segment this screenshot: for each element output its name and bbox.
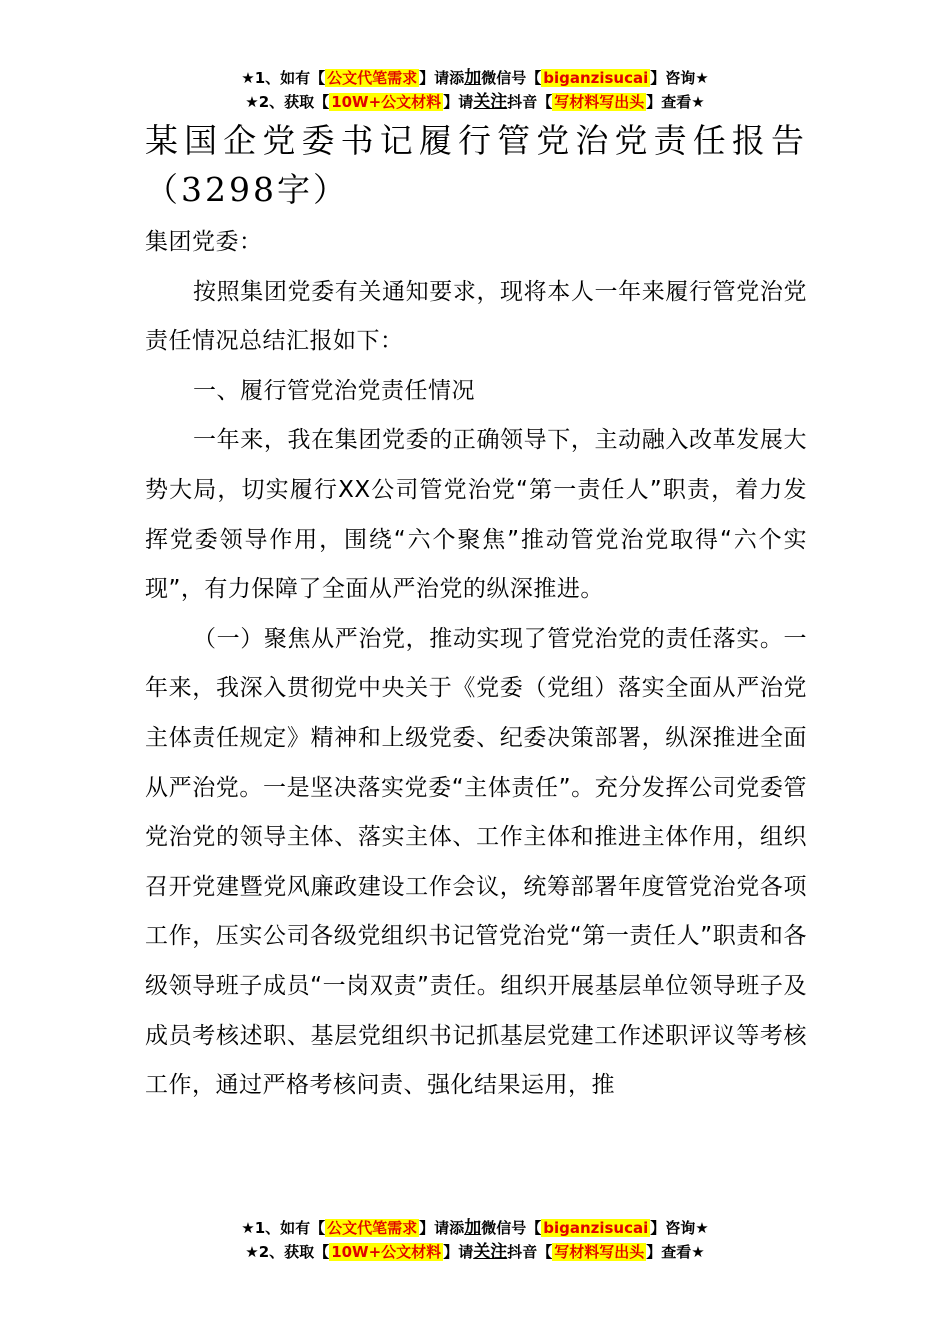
paragraph-intro: 按照集团党委有关通知要求，现将本人一年来履行管党治党责任情况总结汇报如下：: [145, 278, 807, 355]
highlight-wechat-id: biganzisucai: [543, 69, 649, 87]
document-title: 某国企党委书记履行管党治党责任报告（3298字）: [145, 121, 807, 209]
highlight-service: 公文代笔需求: [327, 1219, 418, 1237]
document-body: [145, 116, 807, 1111]
highlight-douyin-account: 写材料写出头: [554, 1243, 645, 1261]
promo-banner-top: [0, 66, 950, 114]
highlight-materials: 10W+公文材料: [331, 93, 442, 111]
promo-line-2: ★2、获取【 10W+公文材料 】请关注抖音【 写材料写出头 】查看★: [245, 1242, 705, 1262]
highlight-wechat-id: biganzisucai: [543, 1219, 649, 1237]
promo-line-2: ★2、获取【 10W+公文材料 】请关注抖音【 写材料写出头 】查看★: [245, 92, 705, 112]
promo-line-1: ★1、如有【 公文代笔需求 】请添加微信号【 biganzisucai 】咨询★: [241, 1218, 709, 1238]
highlight-materials: 10W+公文材料: [331, 1243, 442, 1261]
section-heading: 一、履行管党治党责任情况: [193, 377, 475, 404]
salutation: 集团党委：: [145, 229, 263, 255]
highlight-douyin-account: 写材料写出头: [554, 93, 645, 111]
highlight-service: 公文代笔需求: [327, 69, 418, 87]
promo-line-1: ★1、如有【 公文代笔需求 】请添加微信号【 biganzisucai 】咨询★: [241, 68, 709, 88]
paragraph-point-1: （一）聚焦从严治党，推动实现了管党治党的责任落实。一年来，我深入贯彻党中央关于《党委（党组）落实全面从严治党主体责任规定》精神和上级党委、纪委决策部署，纵深推进全面从严治党。一是坚决落实党委“主体责任”。充分发挥公司党委管党治党的领导主体、落实主体、工作主体和推进主体作用，组织召开党建暨党风廉政建设工作会议，统筹部署年度管党治党各项工作，压实公司各级党组织书记管党治党“第一责任人”职责和各级领导班子成员“一岗双责”责任。组织开展基层单位领导班子及成员考核述职、基层党组织书记抓基层党建工作述职评议等考核工作，通过严格考核问责、强化结果运用，推: [145, 625, 807, 1099]
paragraph-overview: 一年来，我在集团党委的正确领导下，主动融入改革发展大势大局，切实履行XX公司管党治党“第一责任人”职责，着力发挥党委领导作用，围绕“六个聚焦”推动管党治党取得“六个实现”，有力保障了全面从严治党的纵深推进。: [145, 427, 807, 603]
promo-banner-bottom: [0, 1216, 950, 1264]
